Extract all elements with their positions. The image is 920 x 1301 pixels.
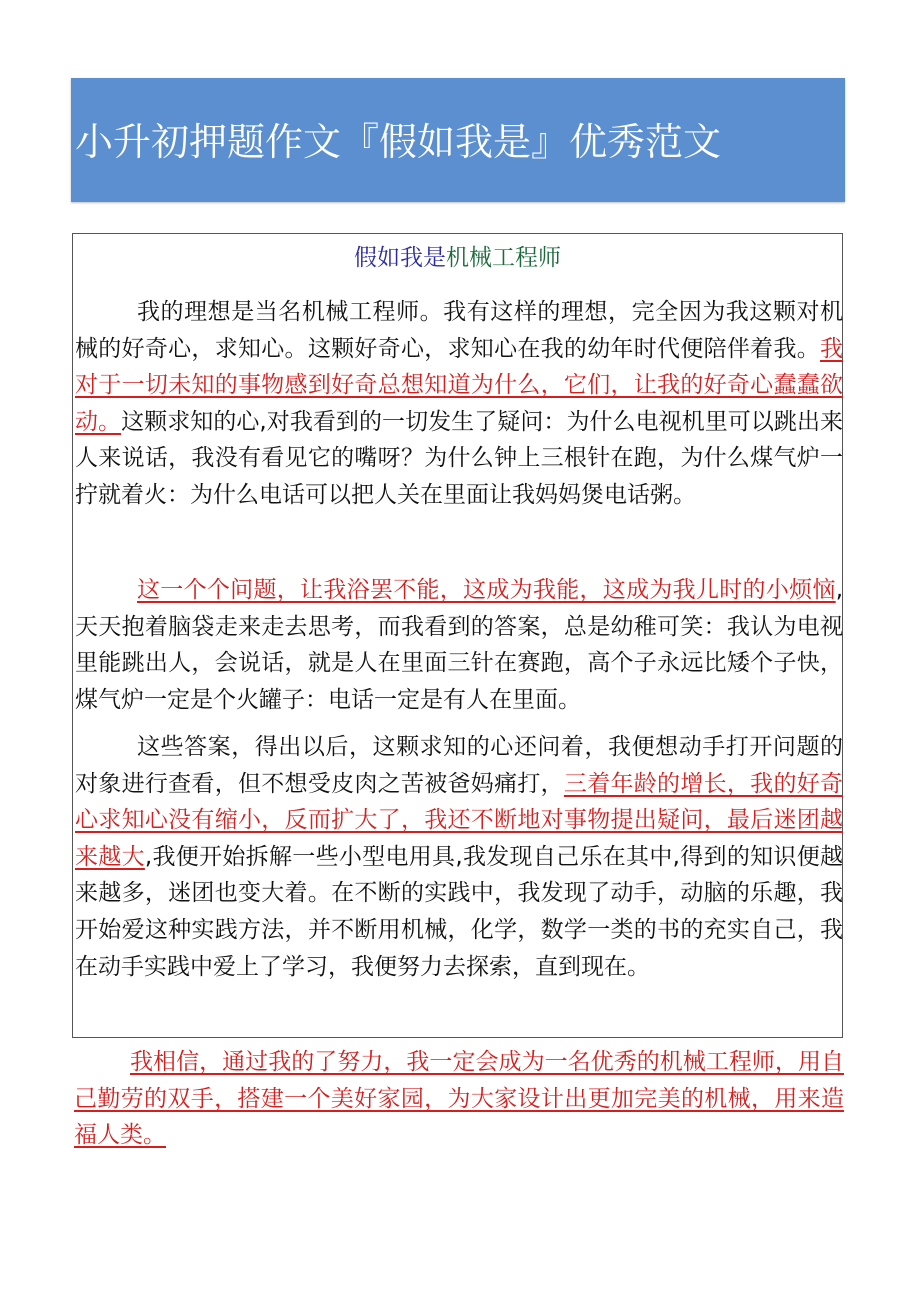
paragraph-1-text-c: 这颗求知的心,对我看到的一切发生了疑问：为什么电视机里可以跳出来人来说话，我没有看见它的嘴呀？为什么钟上三根针在跑，为什么煤气炉一拧就着火：为什么电话可以把人关在里面让我妈妈煲电话粥。 xyxy=(75,408,844,508)
paragraph-2-highlight: 这一个个问题，让我浴罢不能，这成为我能，这成为我儿时的小烦恼 xyxy=(137,577,836,603)
page-title: 小升初押题作文『假如我是』优秀范文 xyxy=(75,120,722,164)
paragraph-2-text-b: ,天天抱着脑袋走来走去思考，而我看到的答案，总是幼稚可笑：我认为电视里能跳出人，会说话，就是人在里面三针在赛跑，高个子永远比矮个子快，煤气炉一定是个火罐子：电话一定是有人在里面。 xyxy=(75,577,843,713)
essay-title-part2: 机械工程师 xyxy=(446,245,561,271)
essay-paragraph-2 xyxy=(75,572,843,718)
title-banner xyxy=(71,78,845,202)
essay-paragraph-1 xyxy=(75,294,843,514)
closing-paragraph: 我相信，通过我的了努力，我一定会成为一名优秀的机械工程师，用自己勤劳的双手，搭建一个美好家园，为大家设计出更加完美的机械，用来造福人类。 xyxy=(74,1049,844,1149)
paragraph-1-highlight: 我对于一切未知的事物感到好奇总想知道为什么，它们，让我的好奇心蠢蠢欲动。 xyxy=(75,335,843,435)
essay-box xyxy=(72,233,843,1038)
essay-title-part1: 假如我是 xyxy=(354,245,446,271)
paragraph-3-text-c: ,我便开始拆解一些小型电用具,我发现自己乐在其中,得到的知识便越来越多，迷团也变大着。在不断的实践中，我发现了动手，动脑的乐趣，我开始爱这种实践方法，并不断用机械，化学，数学一类的书的充实自己，我在动手实践中爱上了学习，我便努力去探索，直到现在。 xyxy=(75,843,843,980)
essay-paragraph-3 xyxy=(75,729,843,985)
paragraph-3-text-a: 这些答案，得出以后，这颗求知的心还问着，我便想动手打开问题的对象进行查看，但不想受皮肉之苦被爸妈痛打， xyxy=(75,734,843,797)
paragraph-3-highlight: 三着年龄的增长，我的好奇心求知心没有缩小，反而扩大了，我还不断地对事物提出疑问，最后迷团越来越大 xyxy=(75,770,843,870)
essay-title xyxy=(73,241,842,275)
paragraph-1-text-a: 我的理想是当名机械工程师。我有这样的理想，完全因为我这颗对机械的好奇心，求知心。这颗好奇心，求知心在我的幼年时代便陪伴着我。 xyxy=(75,299,843,362)
